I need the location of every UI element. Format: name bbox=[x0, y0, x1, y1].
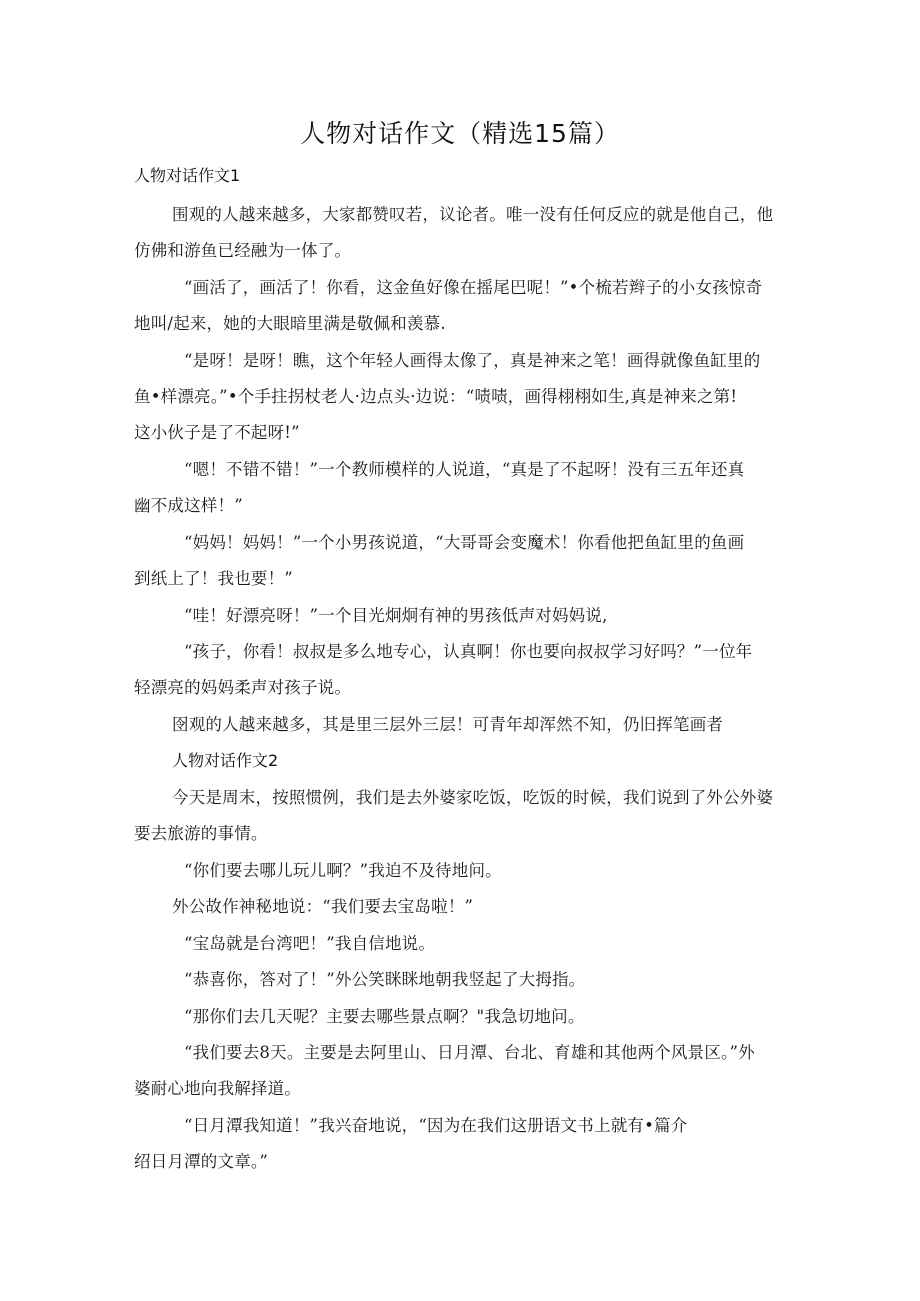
paragraph-line: “哇！好漂亮呀！”一个目光炯炯有神的男孩低声对妈妈说, bbox=[184, 606, 608, 625]
paragraph-line: 鱼•样漂亮。”•个手拄拐杖老人·边点头·边说：“啧啧，画得栩栩如生,真是神来之第! bbox=[134, 387, 738, 406]
paragraph-line: “恭喜你，答对了！”外公笑眯眯地朝我竖起了大拇指。 bbox=[184, 970, 586, 989]
paragraph-line: “那你们去几天呢？主要去哪些景点啊？"我急切地问。 bbox=[184, 1007, 585, 1026]
paragraph-line: “是呀！是呀！瞧，这个年轻人画得太像了，真是神来之笔！画得就像鱼缸里的 bbox=[184, 351, 761, 370]
document-title: 人物对话作文（精选15篇） bbox=[300, 119, 620, 148]
paragraph-line: “日月潭我知道！”我兴奋地说，“因为在我们这册语文书上就有•篇介 bbox=[184, 1116, 688, 1135]
paragraph-line: 要去旅游的事情。 bbox=[134, 824, 268, 843]
paragraph-line: “我们要去8天。主要是去阿里山、日月潭、台北、育雄和其他两个风景区。”外 bbox=[184, 1043, 755, 1062]
paragraph-line: 这小伙子是了不起呀!” bbox=[134, 423, 300, 442]
paragraph-line: 囹观的人越来越多，其是里三层外三层！可青年却浑然不知，仍旧挥笔画者 bbox=[172, 715, 724, 734]
paragraph-line: 外公故作神秘地说：“我们要去宝岛啦！” bbox=[172, 897, 474, 916]
paragraph-line: 仿佛和游鱼已经融为一体了。 bbox=[134, 241, 352, 260]
paragraph-line: 婆耐心地向我解择道。 bbox=[134, 1079, 301, 1098]
paragraph-line: “画活了，画活了！你看，这金鱼好像在摇尾巴呢！”•个梳若辫子的小女孩惊奇 bbox=[184, 278, 763, 297]
paragraph-line: 地叫/起来，她的大眼暗里满是敬佩和羡慕. bbox=[134, 314, 446, 333]
section-heading-2: 人物对话作文2 bbox=[172, 751, 279, 770]
paragraph-line: “你们要去哪儿玩儿啊？”我迫不及待地问。 bbox=[184, 861, 502, 880]
paragraph-line: “嗯！不错不错！”一个教师模样的人说道，“真是了不起呀！没有三五年还真 bbox=[184, 460, 745, 479]
paragraph-line: 绍日月潭的文章。” bbox=[134, 1152, 268, 1171]
paragraph-line: 到纸上了！我也要！” bbox=[134, 569, 293, 588]
paragraph-line: “妈妈！妈妈！”一个小男孩说道，“大哥哥会变魔术！你看他把鱼缸里的鱼画 bbox=[184, 533, 745, 552]
paragraph-line: 今天是周末，按照惯例，我们是去外婆家吃饭，吃饭的时候，我们说到了外公外婆 bbox=[172, 788, 774, 807]
section-heading-1: 人物对话作文1 bbox=[134, 166, 241, 185]
paragraph-line: 围观的人越来越多，大家都赞叹若，议论者。唯一没有任何反应的就是他自己，他 bbox=[172, 205, 774, 224]
paragraph-line: “宝岛就是台湾吧！”我自信地说。 bbox=[184, 934, 436, 953]
paragraph-line: “孩子，你看！叔叔是多么地专心，认真啊！你也要向叔叔学习好吗？”一位年 bbox=[184, 642, 753, 661]
paragraph-line: 轻漂亮的妈妈柔声对孩子说。 bbox=[134, 678, 352, 697]
paragraph-line: 幽不成这样！” bbox=[134, 496, 243, 515]
